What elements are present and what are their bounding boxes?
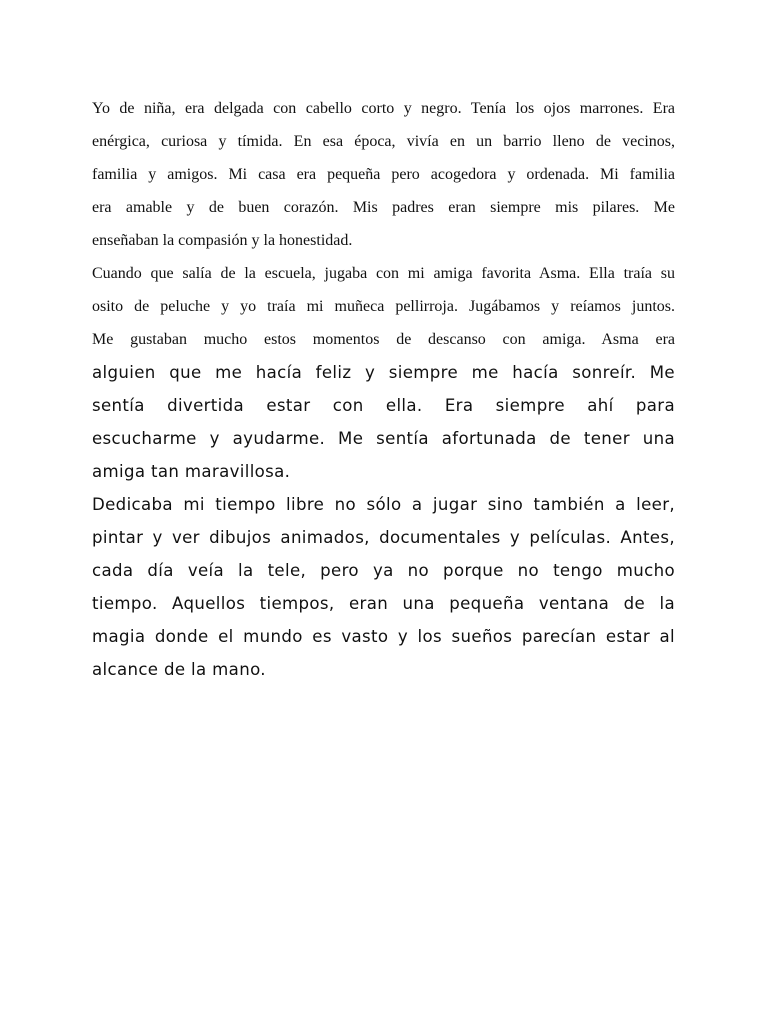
text-line: alguien que me hacía feliz y siempre me hacía sonreír. Me bbox=[92, 363, 675, 382]
paragraph-3 bbox=[92, 488, 675, 686]
text-line: enérgica, curiosa y tímida. En esa época, vivía en un barrio lleno de vecinos, bbox=[92, 133, 675, 150]
text-line: amiga tan maravillosa. bbox=[92, 462, 291, 481]
text-line: Yo de niña, era delgada con cabello corto y negro. Tenía los ojos marrones. Era bbox=[92, 100, 675, 117]
text-line: pintar y ver dibujos animados, documentales y películas. Antes, bbox=[92, 528, 675, 547]
paragraph-2-serif-part bbox=[92, 257, 675, 356]
text-line: enseñaban la compasión y la honestidad. bbox=[92, 232, 353, 249]
text-line: era amable y de buen corazón. Mis padres eran siempre mis pilares. Me bbox=[92, 199, 675, 216]
text-line: osito de peluche y yo traía mi muñeca pellirroja. Jugábamos y reíamos juntos. bbox=[92, 298, 675, 315]
text-line: escucharme y ayudarme. Me sentía afortunada de tener una bbox=[92, 429, 675, 448]
paragraph-1 bbox=[92, 92, 675, 257]
text-line: tiempo. Aquellos tiempos, eran una pequeña ventana de la bbox=[92, 594, 675, 613]
text-line: magia donde el mundo es vasto y los sueños parecían estar al bbox=[92, 627, 675, 646]
text-line: Me gustaban mucho estos momentos de descanso con amiga. Asma era bbox=[92, 331, 675, 348]
document-body bbox=[92, 92, 675, 686]
text-line: alcance de la mano. bbox=[92, 660, 266, 679]
text-line: familia y amigos. Mi casa era pequeña pero acogedora y ordenada. Mi familia bbox=[92, 166, 675, 183]
text-line: Cuando que salía de la escuela, jugaba con mi amiga favorita Asma. Ella traía su bbox=[92, 265, 675, 282]
text-line: sentía divertida estar con ella. Era siempre ahí para bbox=[92, 396, 675, 415]
paragraph-2-sans-part bbox=[92, 356, 675, 488]
text-line: cada día veía la tele, pero ya no porque no tengo mucho bbox=[92, 561, 675, 580]
text-line: Dedicaba mi tiempo libre no sólo a jugar sino también a leer, bbox=[92, 495, 675, 514]
